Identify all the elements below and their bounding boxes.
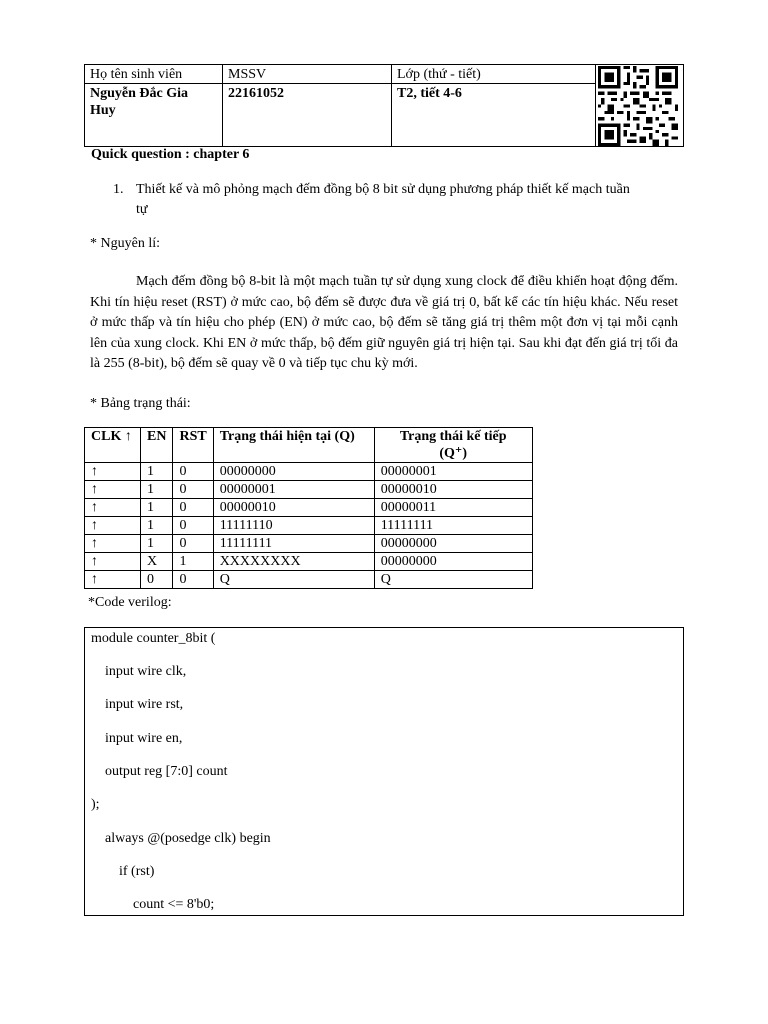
state-table-header-row: [85, 428, 533, 463]
table-cell: Q: [213, 571, 374, 589]
table-cell: ↑: [85, 571, 141, 589]
table-row: [85, 481, 533, 499]
table-row: [85, 463, 533, 481]
state-table: [84, 427, 533, 589]
table-cell: 11111110: [213, 517, 374, 535]
table-cell: 00000010: [374, 481, 532, 499]
table-cell: 0: [173, 517, 213, 535]
table-cell: Q: [374, 571, 532, 589]
table-cell: 0: [173, 481, 213, 499]
table-row: [85, 571, 533, 589]
code-heading: *Code verilog:: [88, 595, 172, 610]
table-cell: 00000001: [374, 463, 532, 481]
table-cell: 00000010: [213, 499, 374, 517]
code-line: input wire clk,: [91, 664, 187, 679]
question-number: 1.: [113, 182, 124, 197]
question-line: Thiết kế và mô phỏng mạch đếm đồng bộ 8 bit sử dụng phương pháp thiết kế mạch tuần: [136, 182, 630, 197]
table-cell: 1: [141, 535, 173, 553]
table-cell: 1: [141, 517, 173, 535]
class-value: T2, tiết 4-6: [397, 86, 462, 101]
column-header-current-state: Trạng thái hiện tại (Q): [213, 428, 374, 463]
student-name: [85, 84, 222, 120]
table-cell: 1: [141, 481, 173, 499]
table-cell: 0: [173, 571, 213, 589]
column-header-rst: RST: [173, 428, 213, 463]
code-line: input wire rst,: [91, 697, 184, 712]
code-block: [84, 627, 684, 916]
code-line: input wire en,: [91, 731, 183, 746]
next-state-header-line1: Trạng thái kế tiếp: [399, 429, 507, 444]
table-cell: 1: [141, 463, 173, 481]
table-row: [85, 535, 533, 553]
table-cell: XXXXXXXX: [213, 553, 374, 571]
class-label: Lớp (thứ - tiết): [397, 67, 481, 82]
table-cell: ↑: [85, 481, 141, 499]
question-text: [136, 180, 681, 220]
table-row: [85, 517, 533, 535]
table-cell: 11111111: [213, 535, 374, 553]
table-cell: 00000000: [374, 553, 532, 571]
name-label: Họ tên sinh viên: [90, 67, 183, 82]
table-cell: X: [141, 553, 173, 571]
table-cell: ↑: [85, 553, 141, 571]
table-cell: 00000000: [213, 463, 374, 481]
divider: [595, 65, 596, 146]
question-line: tự: [136, 202, 148, 217]
student-name-line1: Nguyễn Đắc Gia: [90, 86, 188, 101]
column-header-next-state: [374, 428, 532, 463]
table-cell: 00000001: [213, 481, 374, 499]
code-line: if (rst): [91, 864, 155, 879]
table-cell: 00000011: [374, 499, 532, 517]
table-cell: 00000000: [374, 535, 532, 553]
table-cell: 0: [173, 499, 213, 517]
quick-question-title: Quick question : chapter 6: [91, 147, 250, 162]
state-table-heading: * Bảng trạng thái:: [90, 396, 191, 411]
table-cell: ↑: [85, 535, 141, 553]
table-row: [85, 553, 533, 571]
code-line: module counter_8bit (: [91, 631, 216, 646]
code-line: count <= 8'b0;: [91, 897, 215, 912]
next-state-header-line2: (Q⁺): [439, 446, 467, 461]
code-line: );: [91, 797, 100, 812]
student-info-table: [84, 64, 684, 147]
table-cell: ↑: [85, 499, 141, 517]
table-cell: 0: [173, 535, 213, 553]
table-cell: 0: [141, 571, 173, 589]
table-row: [85, 499, 533, 517]
student-id-label: MSSV: [228, 67, 267, 82]
code-line: always @(posedge clk) begin: [91, 831, 271, 846]
table-cell: ↑: [85, 517, 141, 535]
table-cell: ↑: [85, 463, 141, 481]
principle-heading: * Nguyên lí:: [90, 236, 160, 251]
qr-code-icon: [598, 66, 678, 146]
table-cell: 11111111: [374, 517, 532, 535]
code-line: output reg [7:0] count: [91, 764, 228, 779]
principle-paragraph: Mạch đếm đồng bộ 8-bit là một mạch tuần tự sử dụng xung clock để điều khiển hoạt động đếm. Khi tín hiệu reset (RST) ở mức cao, bộ đếm sẽ được đưa về giá trị 0, bất kể các tín hiệu khác. Nếu reset ở mức thấp và tín hiệu cho phép (EN) ở mức cao, bộ đếm sẽ tăng giá trị thêm một đơn vị tại mỗi cạnh lên của xung clock. Khi EN ở mức thấp, bộ đếm giữ nguyên giá trị hiện tại. Sau khi đạt đến giá trị tối đa là 255 (8-bit), bộ đếm sẽ quay về 0 và tiếp tục chu kỳ mới.: [90, 274, 678, 371]
column-header-clk: CLK ↑: [85, 428, 141, 463]
student-id-value: 22161052: [228, 86, 284, 101]
table-cell: 1: [141, 499, 173, 517]
table-cell: 0: [173, 463, 213, 481]
student-name-line2: Huy: [90, 103, 116, 118]
column-header-en: EN: [141, 428, 173, 463]
table-cell: 1: [173, 553, 213, 571]
